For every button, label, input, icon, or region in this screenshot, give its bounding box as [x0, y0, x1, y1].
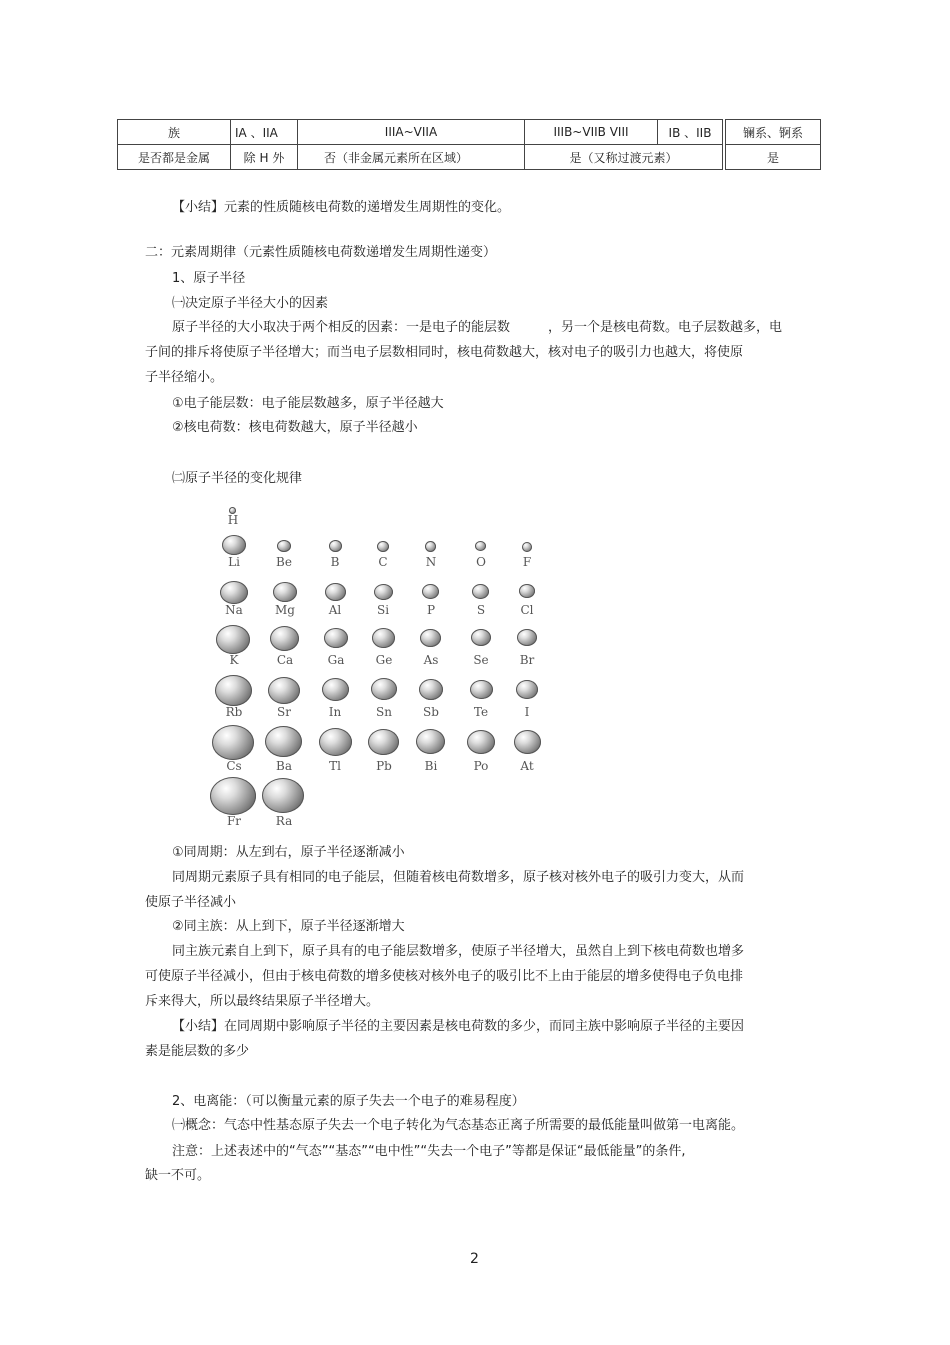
atom-label: At: [520, 759, 534, 773]
atom-sphere-Rb: [215, 675, 252, 706]
atom-label: Si: [376, 603, 390, 617]
summary-1: 【小结】元素的性质随核电荷数的递增发生周期性的变化。: [172, 200, 511, 215]
atom-sphere-C: [377, 541, 389, 552]
atom-label: Ga: [327, 653, 345, 667]
part-1-title: ㈠决定原子半径大小的因素: [172, 296, 329, 311]
atom-sphere-N: [425, 541, 436, 552]
note-line-2: 缺一不可。: [145, 1168, 211, 1183]
section-2-title: 二：元素周期律（元素性质随核电荷数递增发生周期性递变）: [145, 245, 497, 260]
atom-sphere-At: [514, 730, 541, 754]
atom-label: Na: [225, 603, 243, 617]
atom-label: Pb: [376, 759, 392, 773]
atom-sphere-In: [322, 678, 349, 701]
table-row: [118, 120, 821, 145]
atom-label: Tl: [329, 759, 341, 773]
point-1: ①电子能层数：电子能层数越多，原子半径越大: [172, 396, 444, 411]
atom-sphere-Sn: [371, 678, 397, 700]
subsection-2-title: 2、电离能：（可以衡量元素的原子失去一个电子的难易程度）: [172, 1094, 525, 1109]
table-cell: 镧系、锕系: [726, 120, 821, 145]
atom-label: Mg: [275, 603, 295, 617]
atom-sphere-O: [475, 541, 486, 551]
atom-label: K: [229, 653, 239, 667]
atom-label: F: [522, 555, 532, 569]
atom-sphere-Cl: [519, 584, 535, 598]
atom-label: Ca: [276, 653, 294, 667]
atom-label: Ba: [276, 759, 292, 773]
atom-sphere-Li: [222, 535, 246, 555]
atom-label: Sb: [423, 705, 439, 719]
atom-sphere-Fr: [210, 777, 256, 815]
atom-label: Rb: [225, 705, 243, 719]
atom-label: Te: [473, 705, 489, 719]
atom-label: As: [423, 653, 439, 667]
atom-sphere-P: [422, 584, 439, 599]
summary-2-line-2: 素是能层数的多少: [145, 1044, 250, 1059]
atom-sphere-I: [516, 680, 538, 699]
atom-sphere-Sb: [419, 679, 443, 700]
atom-sphere-Po: [467, 730, 495, 754]
atom-label: Sr: [277, 705, 291, 719]
atom-sphere-Si: [374, 584, 393, 600]
atom-label: Ra: [275, 814, 293, 828]
rule-2-desc-line-2: 可使原子半径减小，但由于核电荷数的增多使核对核外电子的吸引比不上由于能层的增多使得电子负电排: [145, 969, 744, 984]
atom-sphere-Be: [277, 540, 291, 552]
table-row: [118, 145, 821, 170]
atom-label: P: [426, 603, 436, 617]
page-number: 2: [470, 1251, 479, 1267]
atom-sphere-As: [420, 629, 441, 647]
atom-label: Cs: [226, 759, 242, 773]
atom-label: Al: [328, 603, 342, 617]
atom-sphere-Ba: [265, 726, 302, 757]
table-cell: 是: [726, 145, 821, 170]
atom-sphere-B: [329, 540, 342, 552]
table-cell: 是（又称过渡元素）: [525, 145, 723, 170]
table-cell: 是否都是金属: [118, 145, 231, 170]
atom-sphere-Ge: [372, 628, 395, 648]
table-cell: 否（非金属元素所在区域）: [298, 145, 525, 170]
atom-sphere-Te: [470, 680, 493, 699]
paragraph-1-line-1b: ，另一个是核电荷数。电子层数越多，电: [548, 320, 783, 335]
note-line-1: 注意：上述表述中的“气态”“基态”“电中性”“失去一个电子”等都是保证“最低能量”的条件,: [172, 1144, 686, 1159]
atom-sphere-Se: [471, 629, 491, 646]
paragraph-1-line-2: 子间的排斥将使原子半径增大；而当电子层数相同时，核电荷数越大，核对电子的吸引力也越大，将使原: [145, 345, 744, 360]
paragraph-1-line-1a: 原子半径的大小取决于两个相反的因素：一是电子的能层数: [172, 320, 511, 335]
rule-2-desc-line-3: 斥来得大，所以最终结果原子半径增大。: [145, 994, 380, 1009]
part-2-title: ㈡原子半径的变化规律: [172, 471, 303, 486]
table-cell: IIIB~VIIB VIII: [525, 120, 658, 145]
atom-label: Ge: [375, 653, 393, 667]
atom-label: Cl: [520, 603, 534, 617]
rule-2: ②同主族：从上到下，原子半径逐渐增大: [172, 919, 405, 934]
atom-label: O: [476, 555, 486, 569]
atom-sphere-Ra: [262, 778, 304, 813]
table-cell: 除 H 外: [231, 145, 298, 170]
rule-1-desc-line-2: 使原子半径减小: [145, 895, 237, 910]
atom-sphere-Sr: [268, 677, 300, 704]
table-cell: 族: [118, 120, 231, 145]
atom-label: Bi: [424, 759, 438, 773]
atom-label: H: [227, 513, 239, 527]
atom-label: I: [524, 705, 530, 719]
atom-label: In: [328, 705, 342, 719]
atom-label: Po: [473, 759, 489, 773]
atom-sphere-Br: [517, 629, 537, 646]
rule-1-desc-line-1: 同周期元素原子具有相同的电子能层，但随着核电荷数增多，原子核对核外电子的吸引力变大，从而: [172, 870, 745, 885]
atom-sphere-Pb: [368, 729, 399, 755]
table-cell: IA 、IIA: [231, 120, 298, 145]
atom-sphere-Tl: [319, 728, 352, 756]
atom-sphere-Ga: [324, 628, 348, 648]
atom-label: Li: [228, 555, 240, 569]
point-2: ②核电荷数：核电荷数越大，原子半径越小: [172, 420, 418, 435]
atom-sphere-Ca: [270, 626, 299, 651]
summary-2-line-1: 【小结】在同周期中影响原子半径的主要因素是核电荷数的多少，而同主族中影响原子半径的主要因: [172, 1019, 745, 1034]
atom-label: S: [476, 603, 486, 617]
subsection-1-title: 1、原子半径: [172, 271, 246, 286]
atomic-radius-figure: [200, 500, 560, 840]
atom-label: C: [378, 555, 388, 569]
atom-label: Br: [519, 653, 535, 667]
atom-sphere-Mg: [273, 582, 297, 602]
element-group-table: [117, 119, 821, 170]
atom-sphere-Bi: [416, 729, 445, 754]
paragraph-1-line-3: 子半径缩小。: [145, 370, 224, 385]
atom-label: Be: [276, 555, 292, 569]
atom-sphere-F: [522, 542, 532, 552]
rule-1: ①同周期：从左到右，原子半径逐渐减小: [172, 845, 405, 860]
table-cell: IIIA~VIIA: [298, 120, 525, 145]
atom-label: Sn: [376, 705, 392, 719]
atom-label: Fr: [226, 814, 242, 828]
atom-sphere-Na: [220, 581, 248, 604]
rule-2-desc-line-1: 同主族元素自上到下，原子具有的电子能层数增多，使原子半径增大，虽然自上到下核电荷数也增多: [172, 944, 745, 959]
atom-sphere-K: [216, 625, 250, 654]
concept-definition: ㈠概念：气态中性基态原子失去一个电子转化为气态基态正离子所需要的最低能量叫做第一电离能。: [172, 1118, 745, 1133]
atom-sphere-Al: [325, 583, 346, 601]
atom-sphere-Cs: [212, 725, 254, 760]
atom-label: B: [330, 555, 340, 569]
atom-label: N: [425, 555, 437, 569]
table-cell: IB 、IIB: [658, 120, 723, 145]
atom-sphere-S: [472, 584, 489, 599]
atom-label: Se: [473, 653, 489, 667]
